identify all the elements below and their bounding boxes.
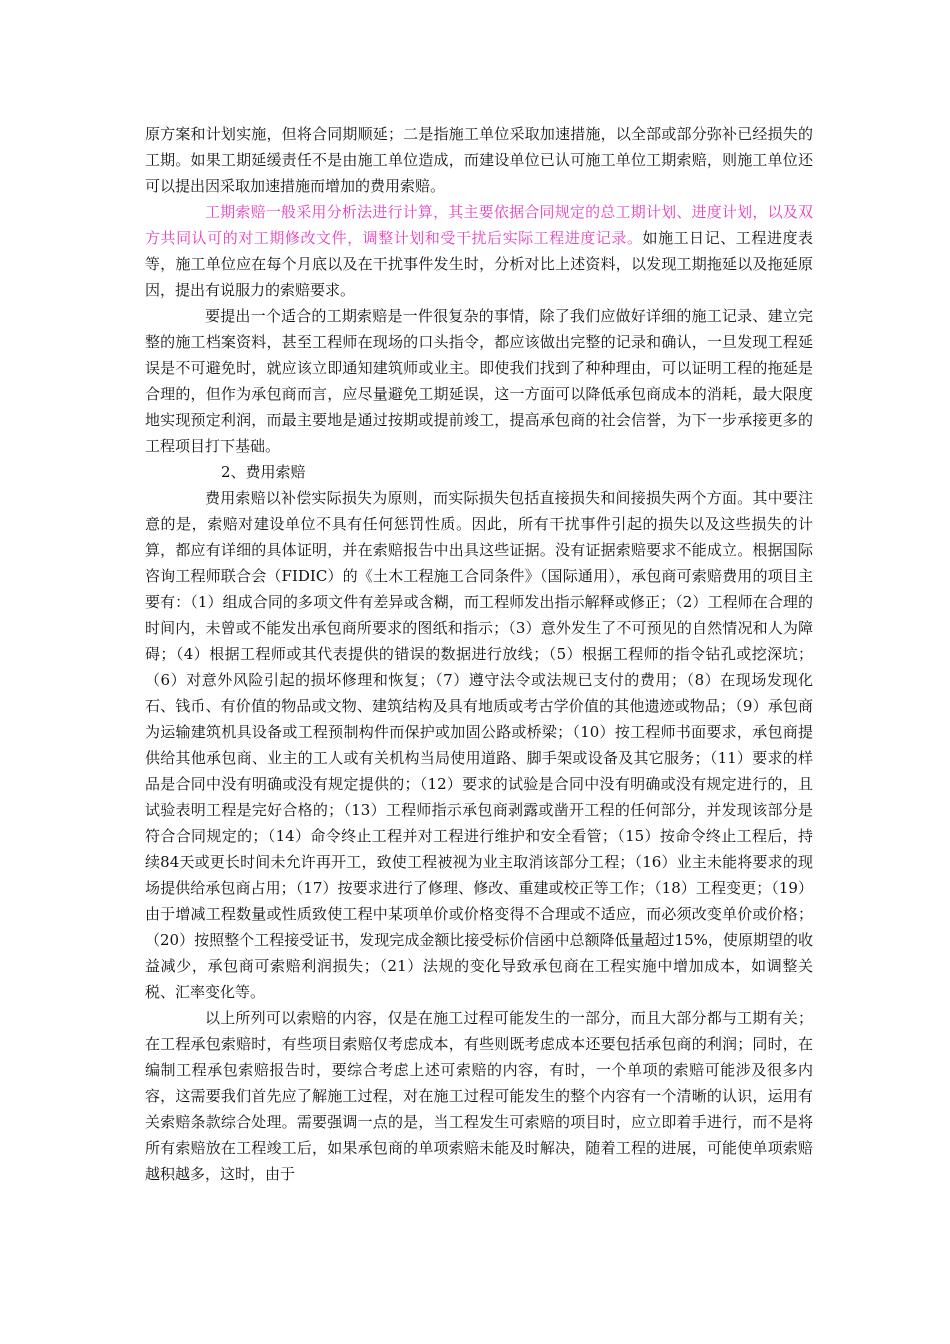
- paragraph-4: 费用索赔以补偿实际损失为原则，而实际损失包括直接损失和间接损失两个方面。其中要注意的是，索赔对建设单位不具有任何惩罚性质。因此，所有干扰事件引起的损失以及这些损失的计算，都应有详细的具体证明，并在索赔报告中出具这些证据。没有证据索赔要求不能成立。根据国际咨询工程师联合会（FIDIC）的《土木工程施工合同条件》（国际通用），承包商可索赔费用的项目主要有：（1）组成合同的多项文件有差异或含糊，而工程师发出指示解释或修正；（2）工程师在合理的时间内，未曾或不能发出承包商所要求的图纸和指示；（3）意外发生了不可预见的自然情况和人为障碍；（4）根据工程师或其代表提供的错误的数据进行放线；（5）根据工程师的指令钻孔或挖深坑；（6）对意外风险引起的损坏修理和恢复；（7）遵守法令或法规已支付的费用；（8）在现场发现化石、钱币、有价值的物品或文物、建筑结构及具有地质或考古学价值的其他遗迹或物品；（9）承包商为运输建筑机具设备或工程预制构件而保护或加固公路或桥梁；（10）按工程师书面要求，承包商提供给其他承包商、业主的工人或有关机构当局使用道路、脚手架或设备及其它服务；（11）要求的样品是合同中没有明确或没有规定提供的；（12）要求的试验是合同中没有明确或没有规定进行的，且试验表明工程是完好合格的；（13）工程师指示承包商剥露或凿开工程的任何部分，并发现该部分是符合合同规定的；（14）命令终止工程并对工程进行维护和安全看管；（15）按命令终止工程后，持续84天或更长时间未允许再开工，致使工程被视为业主取消该部分工程；（16）业主未能将要求的现场提供给承包商占用；（17）按要求进行了修理、修改、重建或校正等工作；（18）工程变更；（19）由于增减工程数量或性质致使工程中某项单价或价格变得不合理或不适应，而必须改变单价或价格；（20）按照整个工程接受证书，发现完成金额比接受标价信函中总额降低量超过15%，使原期望的收益减少，承包商可索赔利润损失；（21）法规的变化导致承包商在工程实施中增加成本，如调整关税、汇率变化等。: [145, 489, 813, 1001]
- paragraph-2-text: 如施工日记、工程进度表等，施工单位应在每个月底以及在干扰事件发生时，分析对比上述资料，以发现工期拖延以及拖延原因，提出有说服力的索赔要求。: [145, 229, 813, 299]
- paragraph-1: 原方案和计划实施，但将合同期顺延；二是指施工单位采取加速措施，以全部或部分弥补已经损失的工期。如果工期延缓责任不是由施工单位造成，而建设单位已认可施工单位工期索赔，则施工单位还可以提出因采取加速措施而增加的费用索赔。: [145, 125, 813, 195]
- paragraph-5: 以上所列可以索赔的内容，仅是在施工过程可能发生的一部分，而且大部分都与工期有关；在工程承包索赔时，有些项目索赔仅考虑成本，有些则既考虑成本还要包括承包商的利润；同时，在编制工程承包索赔报告时，要综合考虑上述可索赔的内容，有时，一个单项的索赔可能涉及很多内容，这需要我们首先应了解施工过程，对在施工过程可能发生的整个内容有一个清晰的认识，运用有关索赔条款综合处理。需要强调一点的是，当工程发生可索赔的项目时，应立即着手进行，而不是将所有索赔放在工程竣工后，如果承包商的单项索赔未能及时解决，随着工程的进展，可能使单项索赔越积越多，这时，由于: [145, 1009, 813, 1183]
- highlighted-text: 工期索赔一般采用分析法进行计算，其主要依据合同规定的总工期计划、进度计划，以及双方共同认可的对工期修改文件，调整计划和受干扰后实际工程进度记录。: [145, 203, 813, 247]
- paragraph-3: 要提出一个适合的工期索赔是一件很复杂的事情，除了我们应做好详细的施工记录、建立完整的施工档案资料，甚至工程师在现场的口头指令，都应该做出完整的记录和确认，一旦发现工程延误是不可避免时，就应该立即通知建筑师或业主。即使我们找到了种种理由，可以证明工程的拖延是合理的，但作为承包商而言，应尽量避免工期延误，这一方面可以降低承包商成本的消耗，最大限度地实现预定利润，而最主要地是通过按期或提前竣工，提高承包商的社会信誉，为下一步承接更多的工程项目打下基础。: [145, 307, 813, 455]
- document-page: [145, 121, 813, 1187]
- paragraph-2: [145, 199, 813, 303]
- section-heading: 2、费用索赔: [221, 463, 306, 481]
